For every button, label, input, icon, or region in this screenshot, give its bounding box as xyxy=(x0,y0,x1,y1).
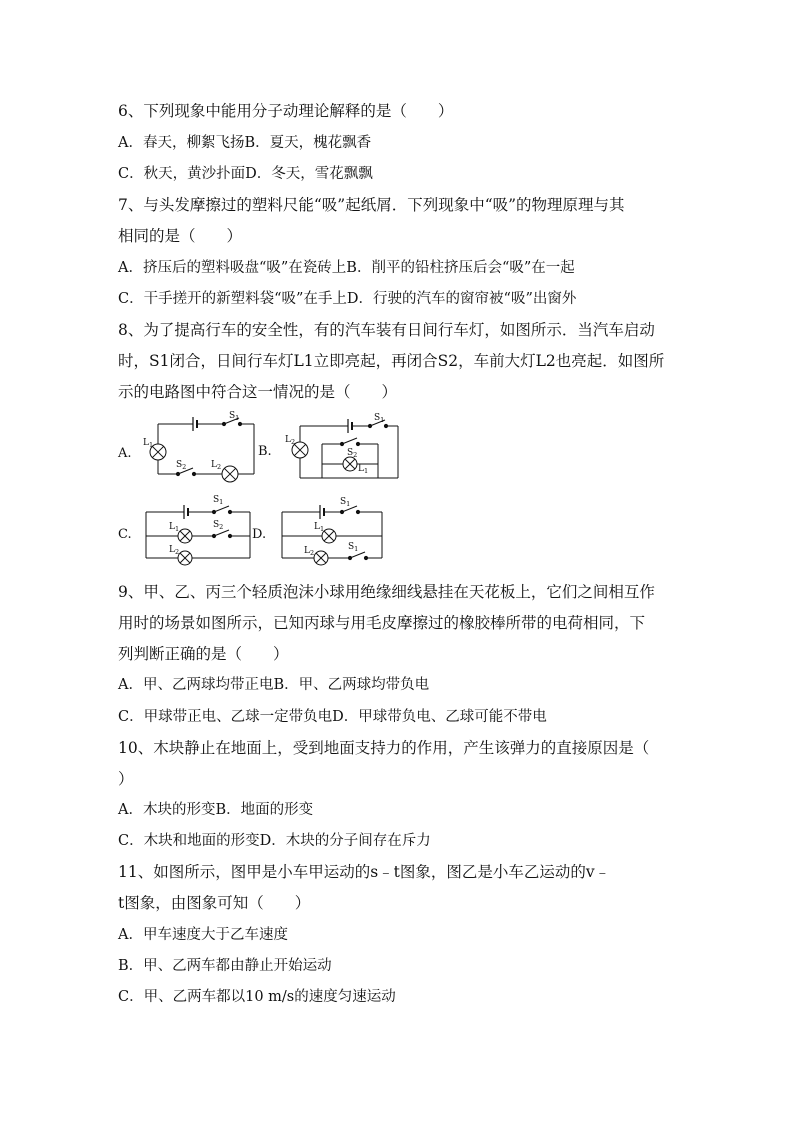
q11-stem-line2: t图象，由图象可知（ ） xyxy=(118,894,311,912)
option-d-label: D. xyxy=(252,527,267,542)
q9-stem-line3: 列判断正确的是（ ） xyxy=(118,645,289,663)
svg-text:S1: $S_1$ xyxy=(340,497,351,508)
q8-stem-line1: 8、为了提高行车的安全性，有的汽车装有日间行车灯，如图所示．当汽车启动 xyxy=(118,321,655,339)
q10-options-cd: C．木块和地面的形变D．木块的分子间存在斥力 xyxy=(118,833,431,849)
q7-stem-line2: 相同的是（ ） xyxy=(118,227,243,245)
option-a-label: A. xyxy=(118,446,132,461)
q9-stem-line1: 9、甲、乙、丙三个轻质泡沫小球用绝缘细线悬挂在天花板上，它们之间相互作 xyxy=(118,583,655,601)
option-c-label: C. xyxy=(118,527,132,542)
svg-text:S1: $S_1$ xyxy=(213,495,224,506)
q8-stem-line2: 时，S1闭合，日间行车灯L1立即亮起，再闭合S2，车前大灯L2也亮起．如图所 xyxy=(118,352,665,370)
circuit-option-a xyxy=(118,410,263,490)
q6-stem: 6、下列现象中能用分子动理论解释的是（ ） xyxy=(118,102,454,120)
svg-text:L1: $L_1$ xyxy=(169,522,180,533)
q11-stem-line1: 11、如图所示，图甲是小车甲运动的s﹣t图象，图乙是小车乙运动的v﹣ xyxy=(118,863,611,881)
q9-options-ab: A．甲、乙两球均带正电B．甲、乙两球均带负电 xyxy=(118,677,430,693)
q11-option-c: C．甲、乙两车都以10 m/s的速度匀速运动 xyxy=(118,989,396,1005)
svg-text:S1: $S_1$ xyxy=(348,542,359,553)
circuit-option-b xyxy=(258,408,403,488)
q10-stem-line1: 10、木块静止在地面上，受到地面支持力的作用，产生该弹力的直接原因是（ xyxy=(118,739,650,757)
svg-text:L2: $L_2$ xyxy=(211,460,222,471)
svg-text:S2: $S_2$ xyxy=(347,448,358,459)
q8-stem-line3: 示的电路图中符合这一情况的是（ ） xyxy=(118,383,398,401)
svg-text:L2: $L_2$ xyxy=(169,545,180,556)
svg-text:S2: $S_2$ xyxy=(213,520,224,531)
svg-text:L1: $L_1$ xyxy=(358,464,369,475)
q7-options-cd: C．干手搓开的新塑料袋“吸”在手上D．行驶的汽车的窗帘被“吸”出窗外 xyxy=(118,291,577,307)
svg-text:L2: $L_2$ xyxy=(285,435,296,446)
svg-text:S2: $S_2$ xyxy=(176,460,187,471)
circuit-option-c xyxy=(118,492,263,568)
svg-text:S1: $S_1$ xyxy=(374,413,385,424)
svg-text:S1: $S_1$ xyxy=(229,411,240,422)
q7-stem-line1: 7、与头发摩擦过的塑料尺能“吸”起纸屑．下列现象中“吸”的物理原理与其 xyxy=(118,196,625,214)
svg-text:L2: $L_2$ xyxy=(304,546,315,557)
q9-stem-line2: 用时的场景如图所示，已知丙球与用毛皮摩擦过的橡胶棒所带的电荷相同，下 xyxy=(118,614,646,632)
circuit-option-d xyxy=(252,492,397,568)
option-b-label: B. xyxy=(258,444,272,459)
q6-options-ab: A．春天，柳絮飞扬B．夏天，槐花飘香 xyxy=(118,135,372,151)
q10-stem-line2: ） xyxy=(118,770,134,788)
q10-options-ab: A．木块的形变B．地面的形变 xyxy=(118,802,314,818)
svg-text:L1: $L_1$ xyxy=(143,438,154,449)
q9-options-cd: C．甲球带正电、乙球一定带负电D．甲球带负电、乙球可能不带电 xyxy=(118,709,547,725)
q11-option-b: B．甲、乙两车都由静止开始运动 xyxy=(118,958,332,974)
q11-option-a: A．甲车速度大于乙车速度 xyxy=(118,927,288,943)
q7-options-ab: A．挤压后的塑料吸盘“吸”在瓷砖上B．削平的铅柱挤压后会“吸”在一起 xyxy=(118,260,575,276)
svg-text:L1: $L_1$ xyxy=(314,522,325,533)
q6-options-cd: C．秋天，黄沙扑面D．冬天，雪花飘飘 xyxy=(118,166,373,182)
